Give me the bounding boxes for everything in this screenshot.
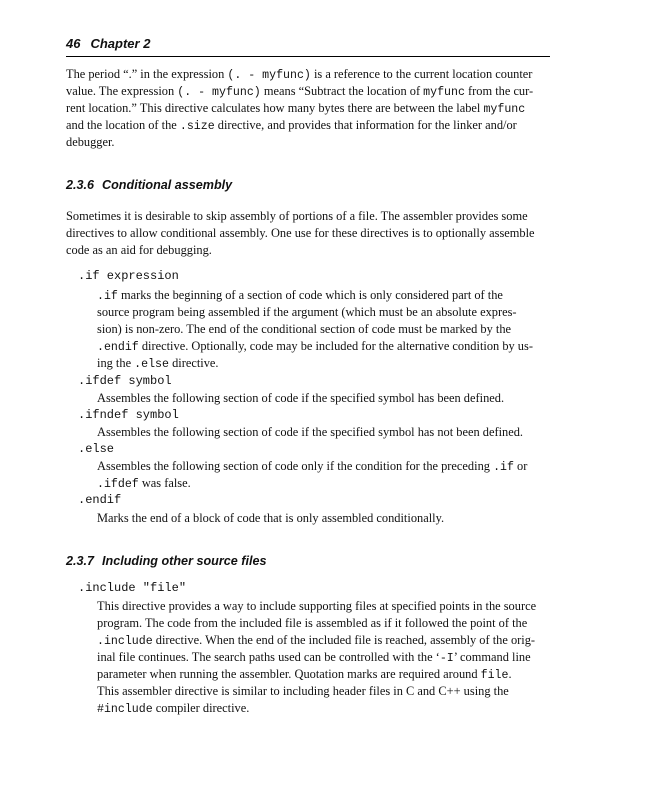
page-number: 46 [66,36,81,51]
intro-line: debugger. [66,135,115,149]
directive-desc: .ifdef was false. [97,476,191,491]
directive-desc: sion) is non-zero. The end of the conditional section of code must be marked by the [97,322,512,336]
directive-term: .ifdef symbol [78,374,172,388]
section-heading: 2.3.7 Including other source files [66,554,267,568]
directive-term: .else [78,442,115,456]
directive-term: .if expression [78,269,179,283]
body-line: Sometimes it is desirable to skip assembly of portions of a file. The assembler provides some [66,209,528,223]
directive-desc: Assembles the following section of code if the specified symbol has not been defined. [97,425,523,439]
directive-desc: Assembles the following section of code if the specified symbol has been defined. [97,391,505,405]
directive-desc: #include compiler directive. [97,701,250,716]
body-line: code as an aid for debugging. [66,243,212,257]
intro-line: The period “.” in the expression (. - myfunc) is a reference to the current location counter [66,67,533,82]
directive-desc: inal file continues. The search paths used can be controlled with the ‘-I’ command line [97,650,531,665]
running-header [66,36,550,57]
directive-desc: Marks the end of a block of code that is only assembled conditionally. [97,511,445,525]
directive-desc: This assembler directive is similar to including header files in C and C++ using the [97,684,509,698]
directive-desc: parameter when running the assembler. Quotation marks are required around file. [97,667,512,682]
directive-desc: .endif directive. Optionally, code may be included for the alternative condition by us- [97,339,533,354]
body-line: directives to allow conditional assembly. One use for these directives is to optionally assemble [66,226,535,240]
directive-desc: This directive provides a way to include supporting files at specified points in the source [97,599,537,613]
chapter-title: Chapter 2 [90,36,151,51]
directive-desc: source program being assembled if the argument (which must be an absolute expres- [97,305,517,319]
directive-term: .ifndef symbol [78,408,179,422]
directive-desc: .if marks the beginning of a section of code which is only considered part of the [97,288,503,303]
directive-desc: ing the .else directive. [97,356,219,371]
directive-term: .endif [78,493,122,507]
intro-line: value. The expression (. - myfunc) means “Subtract the location of myfunc from the cur- [66,84,534,99]
directive-desc: program. The code from the included file is assembled as if it followed the point of the [97,616,528,630]
directive-desc: Assembles the following section of code only if the condition for the preceding .if or [97,459,528,474]
intro-line: and the location of the .size directive, and provides that information for the linker and/or [66,118,517,133]
intro-line: rent location.” This directive calculates how many bytes there are between the label myfunc [66,101,526,116]
directive-desc: .include directive. When the end of the included file is reached, assembly of the orig- [97,633,536,648]
directive-term: .include "file" [78,581,187,595]
section-heading: 2.3.6 Conditional assembly [66,178,233,192]
